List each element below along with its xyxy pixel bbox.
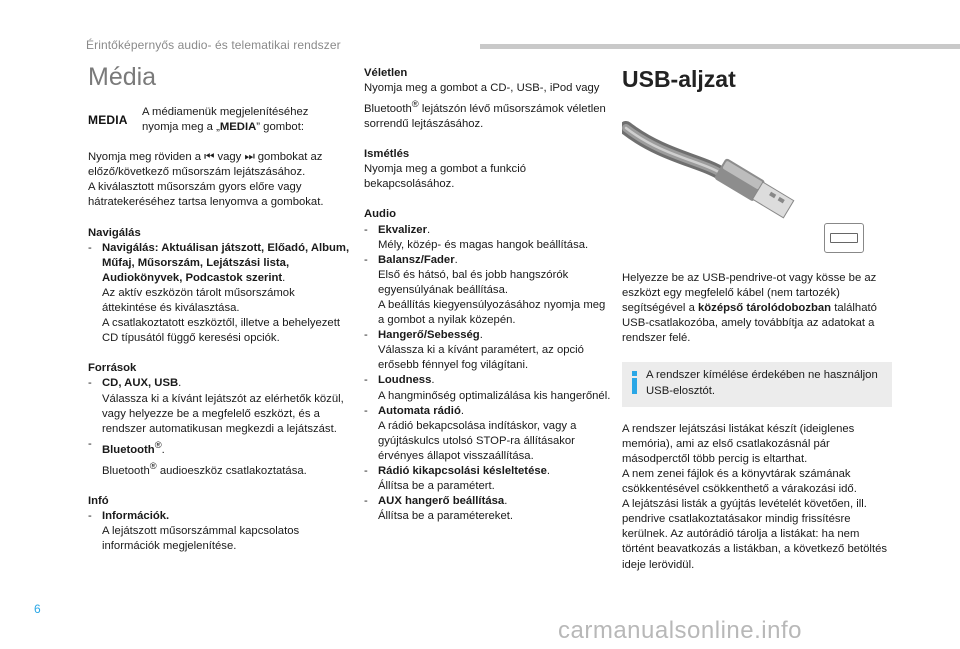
- audio-item-label: Hangerő/Sebesség: [378, 329, 480, 342]
- watermark: carmanualsonline.info: [558, 617, 802, 644]
- navigation-item-text2: A csatlakoztatott eszköztől, illetve a behelyezett CD típusától függő keresési opciók.: [102, 317, 340, 345]
- list-item: - CD, AUX, USB. Válassza ki a kívánt lejátszót az elérhetők közül, vagy helyezze be a megfelelő eszközt, és a rendszer automatikusan megkezdi a lejátszást.: [88, 376, 350, 436]
- dash-bullet: -: [364, 404, 368, 417]
- info-item-label: Információk.: [102, 509, 170, 522]
- audio-item-text: Állítsa be a paramétert.: [378, 480, 495, 493]
- audio-list-item: - Hangerő/Sebesség. Válassza ki a kívánt paramétert, az opció erősebb fénnyel fog világítani.: [364, 328, 614, 373]
- audio-item-text: Állítsa be a paramétereket.: [378, 510, 514, 523]
- page-number: 6: [34, 602, 41, 616]
- settings-column: [364, 66, 614, 539]
- audio-item-label: AUX hangerő beállítása: [378, 495, 505, 508]
- media-intro-text: [142, 105, 342, 135]
- audio-item-text2: A beállítás kiegyensúlyozásához nyomja meg a gombot a nyilak közepén.: [378, 298, 606, 327]
- usb-playlist-text1: A rendszer lejátszási listákat készít (ideiglenes memória), ami az első csatlakozásnál pár másodperctől több percig is eltarthat.: [622, 422, 855, 465]
- header-rule: [480, 44, 960, 49]
- list-item: - Navigálás: Aktuálisan játszott, Előadó, Album, Műfaj, Műsorszám, Lejátszási lista, Audiokönyvek, Podcastok szerint. Az aktív eszközön tárolt műsorszámok áttekintése és kiválasztása. A csatlakoztatott eszköztől, illetve a behelyezett CD típusától függő keresési opciók.: [88, 241, 350, 347]
- media-seek-text: A kiválasztott műsorszám gyors előre vagy hátratekeréséhez tartsa lenyomva a gombokat.: [88, 181, 324, 209]
- navigation-section: [88, 226, 350, 347]
- usb-column: [622, 66, 892, 573]
- dash-bullet: -: [364, 253, 368, 266]
- usb-title: USB-aljzat: [622, 66, 736, 92]
- audio-list-item: - Loudness. A hangminőség optimalizálása kis hangerőnél.: [364, 373, 614, 403]
- sources-item2-text: Bluetooth® audioeszköz csatlakoztatása.: [102, 459, 307, 477]
- dash-bullet: -: [364, 329, 368, 342]
- sources-item2-label: Bluetooth: [102, 443, 155, 456]
- usb-playlist-text2: A nem zenei fájlok és a könyvtárak számának csökkentésével csökkenthető a várakozási idő.: [622, 467, 857, 496]
- usb-note-text: A rendszer kímélése érdekében ne használjon USB-elosztót.: [646, 369, 878, 397]
- audio-list-item: - Automata rádió. A rádió bekapcsolása indításkor, vagy a gyújtáskulcs utolsó STOP-ra állításakor érvényes állapot visszaállítása.: [364, 404, 614, 464]
- media-title: Média: [88, 63, 157, 91]
- usb-port-icon: [824, 223, 864, 253]
- repeat-section: [364, 147, 614, 192]
- media-skip-text: Nyomja meg röviden a ⏮ vagy ⏭ gombokat az előző/következő műsorszám lejátszásához.: [88, 151, 323, 179]
- navigation-item-text1: Az aktív eszközön tárolt műsorszámok áttekintése és kiválasztása.: [102, 286, 295, 315]
- dash-bullet: -: [88, 377, 92, 390]
- media-button-badge: MEDIA: [88, 113, 128, 127]
- info-title: Infó: [88, 494, 109, 507]
- repeat-text: Nyomja meg a gombot a funkció bekapcsolásához.: [364, 163, 527, 191]
- media-intro-part1: A médiamenük megjelenítéséhez nyomja meg a „: [142, 106, 309, 134]
- random-section: [364, 66, 614, 132]
- audio-item-text: A hangminőség optimalizálása kis hangerőnél.: [378, 389, 611, 402]
- info-item-text: A lejátszott műsorszámmal kapcsolatos információk megjelenítése.: [102, 524, 300, 552]
- list-item: - Bluetooth®. Bluetooth® audioeszköz csatlakoztatása.: [88, 437, 350, 479]
- media-intro: [88, 105, 350, 135]
- info-icon: [631, 371, 638, 395]
- media-skip-paragraph: [88, 150, 350, 210]
- list-item: [88, 509, 350, 554]
- audio-item-label: Rádió kikapcsolási késleltetése: [378, 465, 547, 478]
- dash-bullet: -: [364, 374, 368, 387]
- random-title: Véletlen: [364, 67, 408, 79]
- audio-title: Audio: [364, 208, 396, 221]
- info-section: [88, 494, 350, 554]
- usb-note: [622, 362, 892, 406]
- media-intro-part2: ” gombot:: [256, 121, 304, 134]
- audio-item-label: Loudness: [378, 374, 432, 387]
- audio-item-label: Balansz/Fader: [378, 253, 455, 266]
- dash-bullet: -: [364, 223, 368, 236]
- sources-title: Források: [88, 362, 137, 375]
- usb-illustration: [622, 106, 892, 271]
- dash-bullet: -: [88, 241, 92, 254]
- sources-item1-label: CD, AUX, USB: [102, 377, 179, 390]
- audio-list-item: - Ekvalizer. Mély, közép- és magas hangok beállítása.: [364, 223, 614, 253]
- media-column: [88, 62, 350, 569]
- header-title: Érintőképernyős audio- és telematikai rendszer: [86, 38, 341, 52]
- audio-item-label: Ekvalizer: [378, 223, 427, 236]
- dash-bullet: -: [364, 465, 368, 478]
- navigation-item-label: Navigálás: Aktuálisan játszott, Előadó, Album, Műfaj, Műsorszám, Lejátszási lista, Audiokönyvek, Podcastok szerint: [102, 241, 350, 284]
- audio-item-text: Mély, közép- és magas hangok beállítása.: [378, 238, 589, 251]
- audio-list-item: - Balansz/Fader. Első és hátsó, bal és jobb hangszórók egyensúlyának beállítása. A beállítás kiegyensúlyozásához nyomja meg a gombot a nyilak közepén.: [364, 253, 614, 328]
- random-text: Nyomja meg a gombot a CD-, USB-, iPod vagy Bluetooth® lejátszón lévő műsorszámok véletlen sorrendű lejtászásához.: [364, 82, 606, 131]
- usb-playlist-text3: A lejátszási listák a gyújtás levételét követően, ill. pendrive csatlakoztatásakor mindig frissítésre kerülnek. Az autórádió tárolja a listákat: ha nem történt beavatkozás a listákban, a következő betöltés ideje lerövidül.: [622, 498, 888, 571]
- audio-item-label: Automata rádió: [378, 404, 461, 417]
- audio-item-text: Első és hátsó, bal és jobb hangszórók egyensúlyának beállítása.: [378, 268, 569, 296]
- audio-list-item: - AUX hangerő beállítása. Állítsa be a paramétereket.: [364, 494, 614, 524]
- navigation-title: Navigálás: [88, 226, 141, 239]
- usb-playlist-paragraph: [622, 422, 892, 573]
- dash-bullet: -: [88, 509, 92, 522]
- audio-item-text: Válassza ki a kívánt paramétert, az opció erősebb fénnyel fog világítani.: [378, 344, 584, 372]
- audio-section: [364, 207, 614, 524]
- dash-bullet: -: [88, 437, 92, 450]
- media-intro-bold: MEDIA: [219, 121, 257, 134]
- audio-list-item: - Rádió kikapcsolási késleltetése. Állítsa be a paramétert.: [364, 464, 614, 494]
- sources-item1-text: Válassza ki a kívánt lejátszót az elérhetők közül, vagy helyezze be a megfelelő eszközt, és a rendszer automatikusan megkezdi a lejátszást.: [102, 392, 344, 435]
- audio-item-text: A rádió bekapcsolása indításkor, vagy a gyújtáskulcs utolsó STOP-ra állításakor érvényes állapot visszaállítása.: [378, 419, 577, 462]
- repeat-title: Ismétlés: [364, 148, 410, 161]
- dash-bullet: -: [364, 495, 368, 508]
- sources-section: [88, 361, 350, 478]
- usb-intro-text: Helyezze be az USB-pendrive-ot vagy kösse be az eszközt egy megfelelő kábel (nem tartozék) segítségével a középső tárolódobozban található USB-csatlakozóba, amely továbbítja az adatokat a rendszer felé.: [622, 272, 877, 345]
